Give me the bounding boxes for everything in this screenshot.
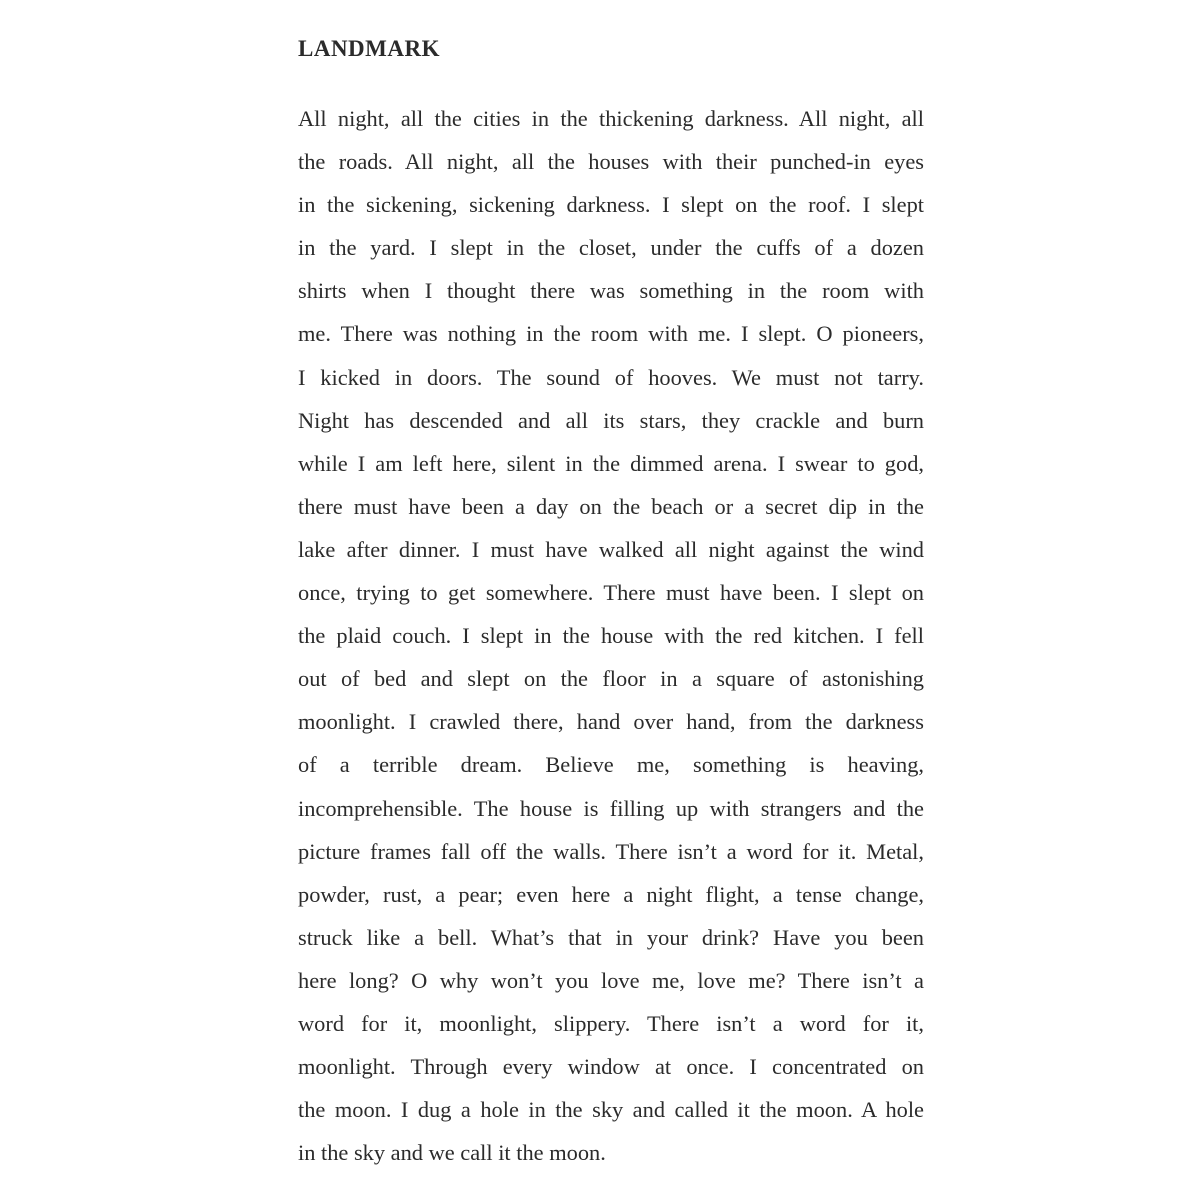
poem-line: Night has descended and all its stars, they crackle and burn xyxy=(298,407,924,433)
poem-line: me. There was nothing in the room with me. I slept. O pioneers, xyxy=(298,321,924,347)
poem-line: in the yard. I slept in the closet, under the cuffs of a dozen xyxy=(298,235,924,261)
poem-line: the roads. All night, all the houses with their punched-in eyes xyxy=(298,149,924,175)
poem-line: the plaid couch. I slept in the house with the red kitchen. I fell xyxy=(298,623,924,649)
poem-line: lake after dinner. I must have walked all night against the wind xyxy=(298,536,924,562)
poem-title: LANDMARK xyxy=(298,36,440,61)
poem-line: incomprehensible. The house is filling up with strangers and the xyxy=(298,795,924,821)
poem-line: in the sickening, sickening darkness. I slept on the roof. I slept xyxy=(298,192,924,218)
poem-line: here long? O why won’t you love me, love me? There isn’t a xyxy=(298,967,924,993)
poem-line: word for it, moonlight, slippery. There isn’t a word for it, xyxy=(298,1010,924,1036)
poem-line: while I am left here, silent in the dimmed arena. I swear to god, xyxy=(298,450,924,476)
poem-line: I kicked in doors. The sound of hooves. We must not tarry. xyxy=(298,364,924,390)
poem-line: of a terrible dream. Believe me, something is heaving, xyxy=(298,752,924,778)
poem-line: once, trying to get somewhere. There must have been. I slept on xyxy=(298,580,924,606)
poem-line: the moon. I dug a hole in the sky and called it the moon. A hole xyxy=(298,1097,924,1123)
poem-line: shirts when I thought there was something in the room with xyxy=(298,278,924,304)
poem-body xyxy=(298,97,924,1174)
poem-line: moonlight. Through every window at once. I concentrated on xyxy=(298,1054,924,1080)
poem-page xyxy=(298,30,924,1174)
poem-line: struck like a bell. What’s that in your drink? Have you been xyxy=(298,924,924,950)
poem-line: out of bed and slept on the floor in a square of astonishing xyxy=(298,666,924,692)
poem-line: powder, rust, a pear; even here a night flight, a tense change, xyxy=(298,881,924,907)
poem-line: All night, all the cities in the thickening darkness. All night, all xyxy=(298,106,924,131)
poem-line: picture frames fall off the walls. There isn’t a word for it. Metal, xyxy=(298,838,924,864)
poem-line: there must have been a day on the beach or a secret dip in the xyxy=(298,493,924,519)
poem-line: moonlight. I crawled there, hand over hand, from the darkness xyxy=(298,709,924,735)
poem-line: in the sky and we call it the moon. xyxy=(298,1140,606,1166)
